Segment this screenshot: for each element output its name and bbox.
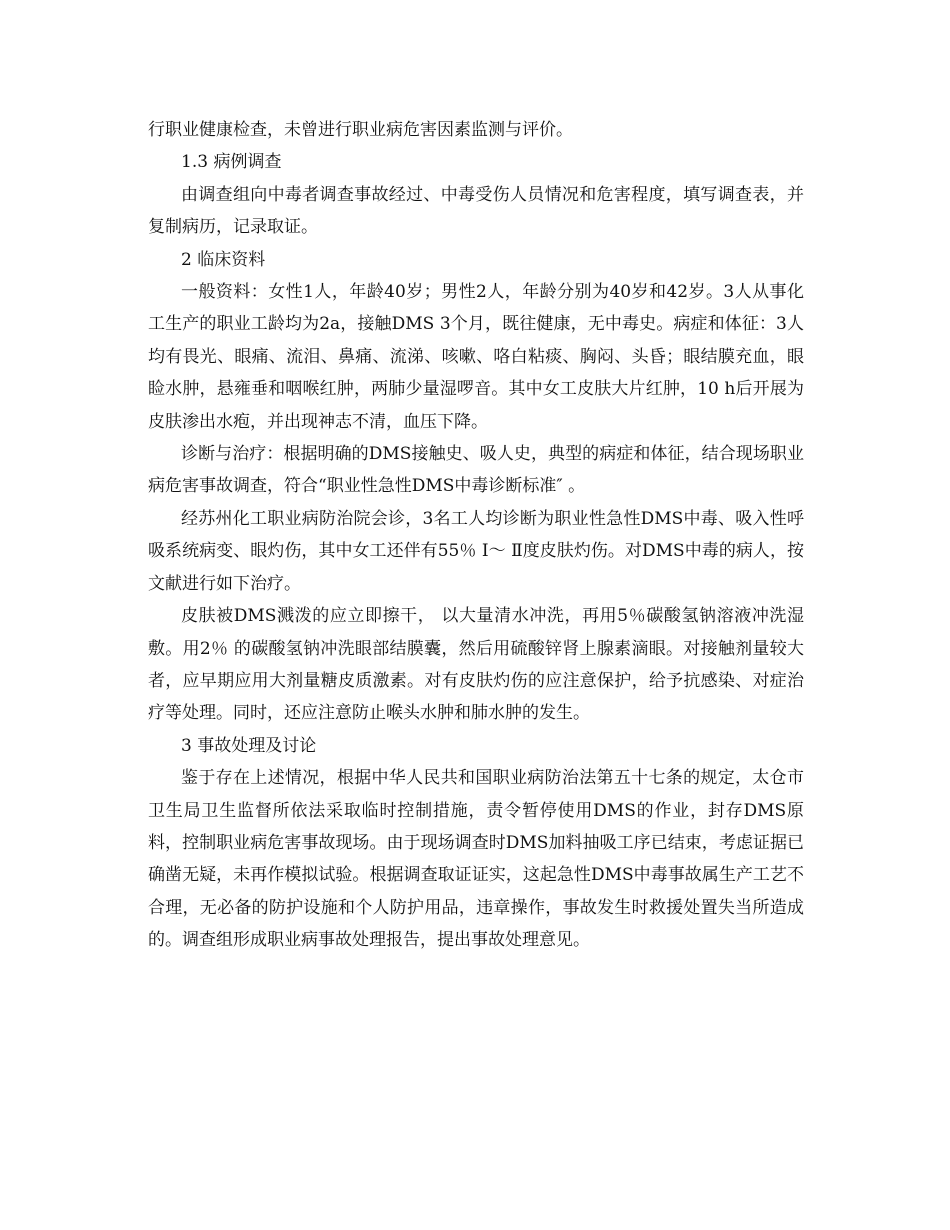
document-body [148,114,804,957]
paragraph-treatment: 皮肤被DMS溅泼的应立即擦干， 以大量清水冲洗，再用5％碳酸氢钠溶液冲洗湿敷。用2％ 的碳酸氢钠冲洗眼部结膜囊，然后用硫酸锌肾上腺素滴眼。对接触剂量较大者，应早期应用大剂量糖皮质激素。对有皮肤灼伤的应注意保护，给予抗感染、对症治疗等处理。同时，还应注意防止喉头水肿和肺水肿的发生。 [148,606,804,724]
paragraph-consultation: 经苏州化工职业病防治院会诊，3名工人均诊断为职业性急性DMS中毒、吸入性呼吸系统病变、眼灼伤，其中女工还伴有55％ Ⅰ～ Ⅱ度皮肤灼伤。对DMS中毒的病人，按文献进行如下治疗。 [148,508,804,594]
paragraph-general-data: 一般资料：女性1人，年龄40岁；男性2人，年龄分别为40岁和42岁。3人从事化工生产的职业工龄均为2a，接触DMS 3个月，既往健康，无中毒史。病症和体征：3人均有畏光、眼痛、流泪、鼻痛、流涕、咳嗽、咯白粘痰、胸闷、头昏；眼结膜充血，眼睑水肿，悬雍垂和咽喉红肿，两肺少量湿啰音。其中女工皮肤大片红肿，10 h后开展为皮肤渗出水疱，并出现神志不清，血压下降。 [148,282,804,432]
paragraph-diagnosis: 诊断与治疗：根据明确的DMS接触史、吸人史，典型的病症和体征，结合现场职业病危害事故调查，符合“职业性急性DMS中毒诊断标准″ 。 [148,444,804,497]
paragraph-continuation: 行职业健康检查，未曾进行职业病危害因素监测与评价。 [148,120,573,140]
paragraph-case-investigation: 由调查组向中毒者调查事故经过、中毒受伤人员情况和危害程度，填写调查表，并复制病历，记录取证。 [148,184,804,238]
section-heading-2: 2 临床资料 [181,249,266,270]
paragraph-handling: 鉴于存在上述情况，根据中华人民共和国职业病防治法第五十七条的规定，太仓市卫生局卫生监督所依法采取临时控制措施，责令暂停使用DMS的作业，封存DMS原料，控制职业病危害事故现场。由于现场调查时DMS加料抽吸工序已结束，考虑证据已确凿无疑，未再作模拟试验。根据调查取证证实，这起急性DMS中毒事故属生产工艺不合理，无必备的防护设施和个人防护用品，违章操作，事故发生时救援处置失当所造成的。调查组形成职业病事故处理报告，提出事故处理意见。 [148,768,804,951]
section-heading-1-3: 1.3 病例调查 [181,152,282,173]
section-heading-3: 3 事故处理及讨论 [181,735,317,756]
